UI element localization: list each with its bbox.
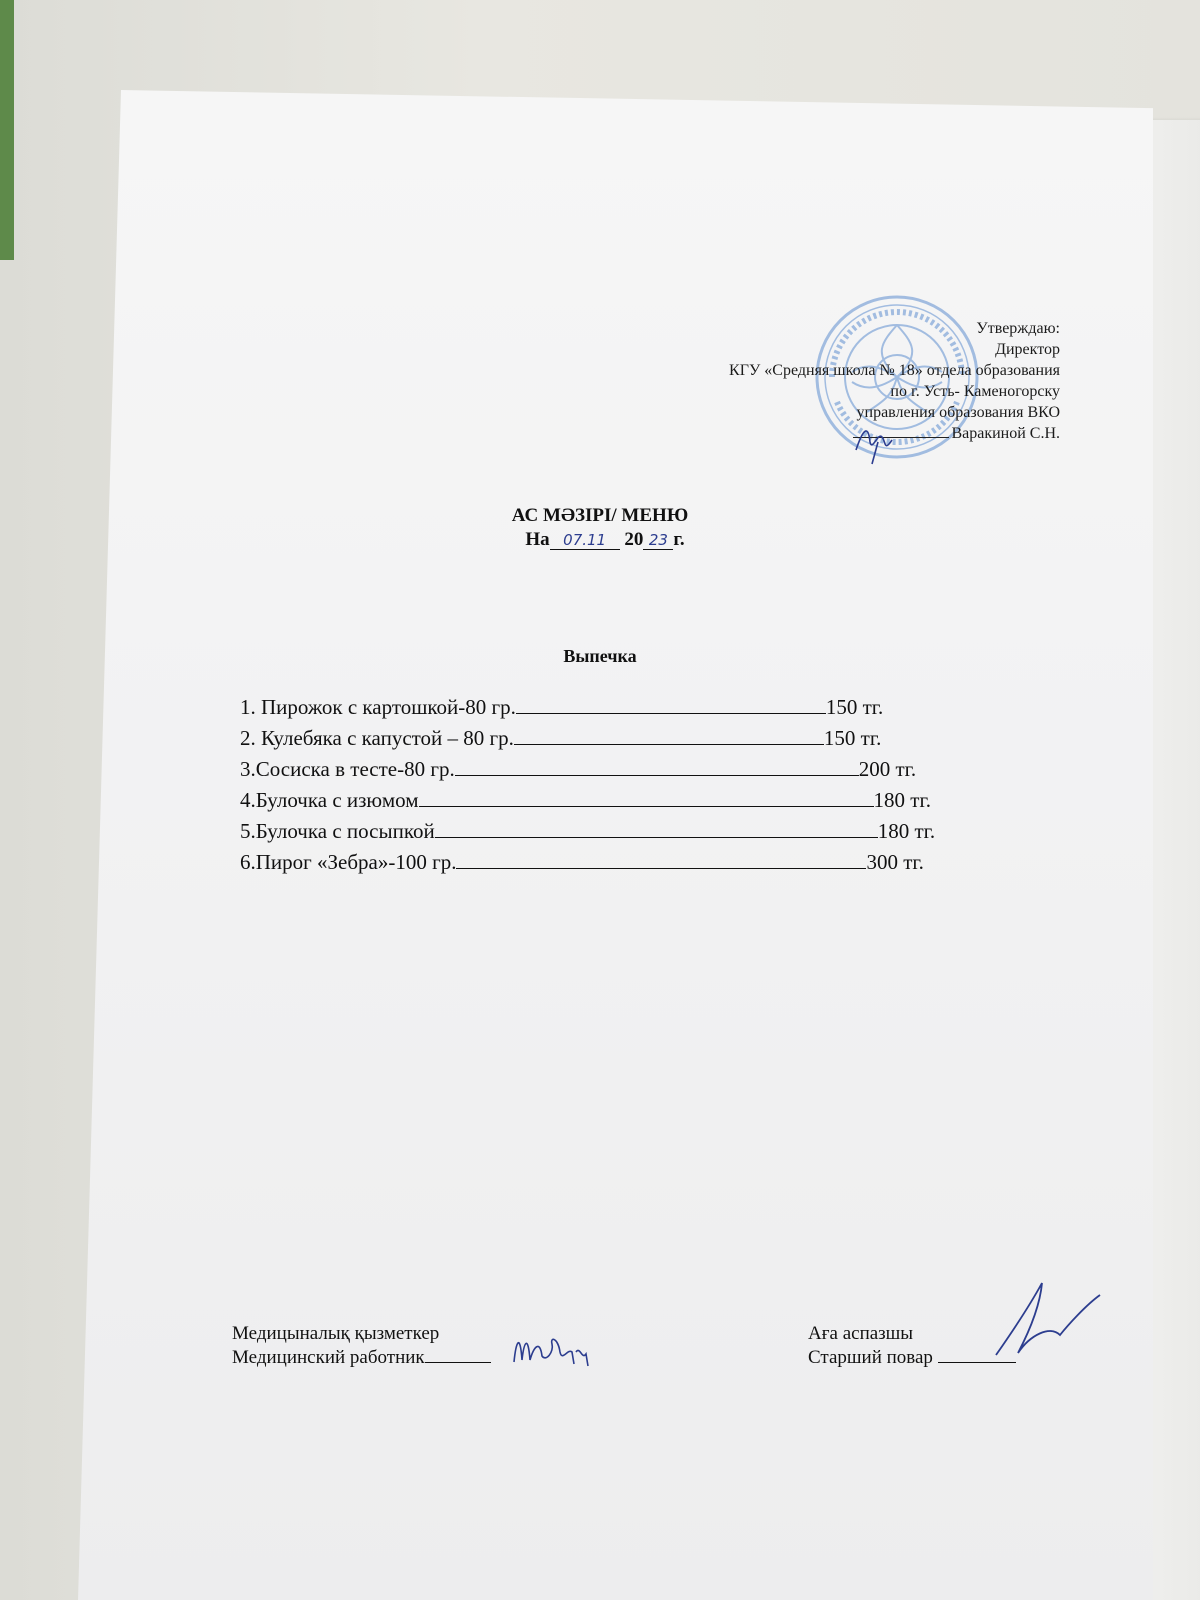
chef-signature-icon — [990, 1275, 1105, 1365]
item-name: 6.Пирог «Зебра»-100 гр. — [240, 850, 457, 874]
chef-signature-block — [808, 1322, 1016, 1370]
item-name: 5.Булочка с посыпкой — [240, 819, 435, 843]
page-title: АС МӘЗІРІ/ МЕНЮ — [511, 505, 689, 526]
item-price: 150 тг. — [825, 695, 884, 719]
item-underline — [516, 693, 826, 714]
list-item — [240, 785, 935, 816]
item-name: 1. Пирожок с картошкой-80 гр. — [240, 695, 516, 719]
director-signature-icon — [848, 412, 908, 467]
item-underline — [514, 724, 824, 745]
item-price: 300 тг. — [866, 850, 924, 874]
menu-list — [240, 692, 935, 878]
item-name: 4.Булочка с изюмом — [240, 788, 419, 812]
approval-line: по г. Усть- Каменогорску — [890, 383, 1060, 400]
item-underline — [419, 786, 874, 807]
chef-title-ru-line — [808, 1346, 1016, 1370]
item-price: 180 тг. — [873, 788, 931, 812]
chef-title-kz: Аға аспазшы — [808, 1323, 914, 1344]
item-name: 2. Кулебяка с капустой – 80 гр. — [240, 726, 514, 750]
list-item — [240, 754, 935, 785]
list-item — [240, 692, 935, 723]
signature-blank — [425, 1348, 491, 1363]
item-price: 180 тг. — [877, 819, 936, 843]
medic-signature-block — [232, 1322, 491, 1370]
date-prefix: На — [525, 529, 550, 550]
title-block — [0, 505, 1200, 551]
medic-signature-icon — [510, 1322, 600, 1372]
list-item — [240, 723, 935, 754]
approval-line: Директор — [995, 341, 1060, 358]
section-title: Выпечка — [563, 646, 637, 666]
approval-line: Утверждаю: — [976, 320, 1060, 337]
item-price: 200 тг. — [858, 757, 917, 781]
list-item — [240, 816, 935, 847]
item-underline — [455, 755, 859, 776]
year-prefix: 20 — [624, 529, 644, 550]
item-name: 3.Сосиска в тесте-80 гр. — [240, 757, 455, 781]
approval-line: управления образования ВКО — [856, 404, 1060, 421]
year-handwritten: 23 — [643, 531, 673, 550]
date-line — [0, 529, 1200, 551]
green-edge — [0, 0, 14, 260]
medic-title-ru: Медицинский работник — [232, 1347, 425, 1368]
chef-title-ru: Старший повар — [808, 1347, 938, 1368]
list-item — [240, 847, 935, 878]
date-handwritten: 07.11 — [550, 531, 620, 550]
medic-title-kz: Медицыналық қызметкер — [232, 1323, 440, 1344]
medic-title-ru-line — [232, 1346, 491, 1370]
year-suffix: г. — [673, 529, 685, 550]
approval-line: КГУ «Средняя школа № 18» отдела образования — [729, 362, 1060, 379]
item-underline — [435, 817, 878, 838]
item-underline — [456, 848, 866, 869]
director-name: Варакиной С.Н. — [951, 425, 1060, 442]
item-price: 150 тг. — [823, 726, 882, 750]
